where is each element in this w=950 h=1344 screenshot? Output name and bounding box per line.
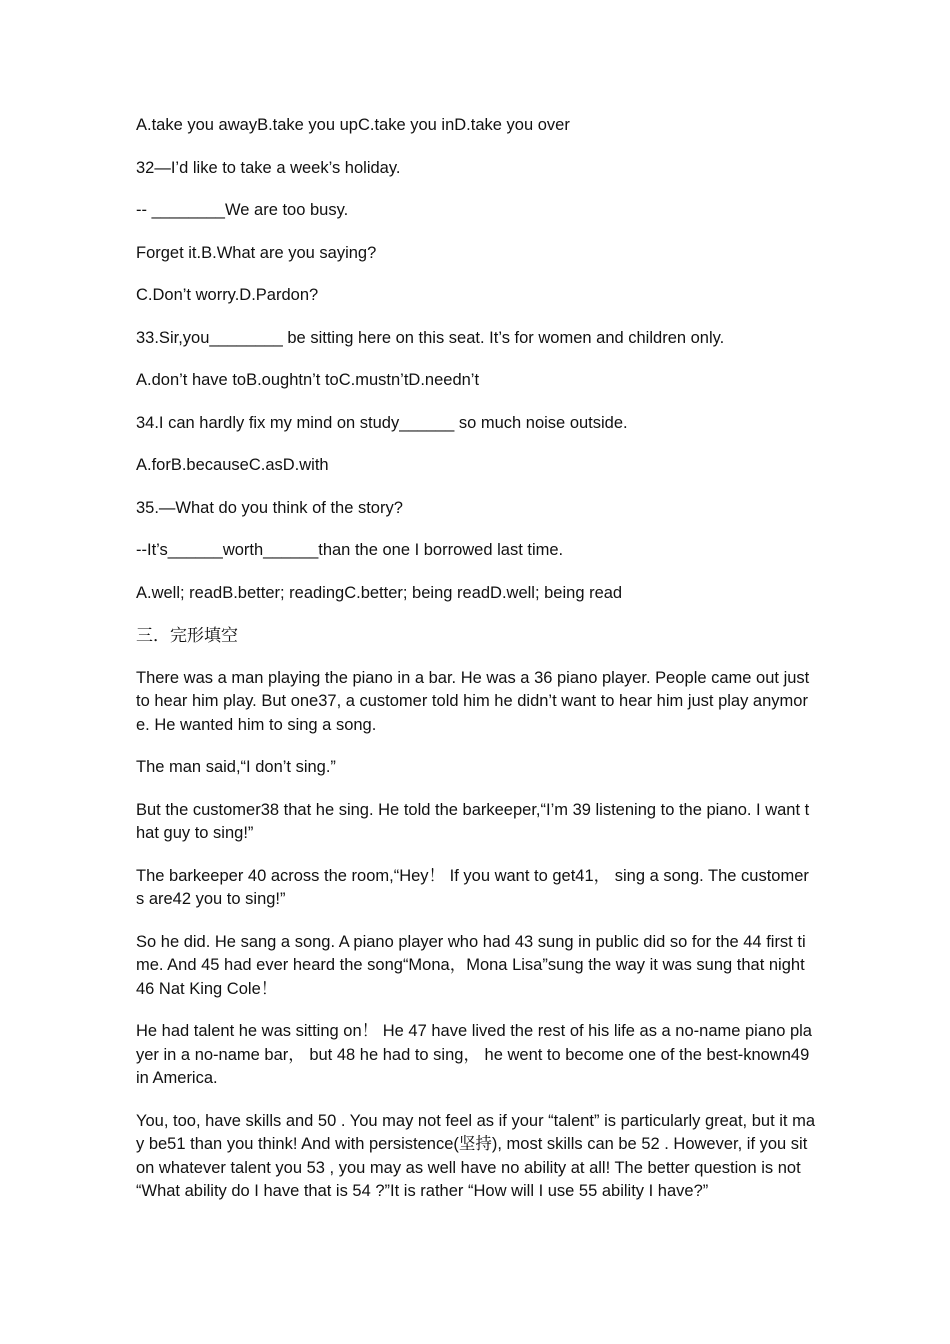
dialogue-line: --It’s______worth______than the one I borrowed last time. xyxy=(136,541,564,559)
question-33: 33.Sir,you________ be sitting here on this seat. It’s for women and children only. xyxy=(136,328,725,347)
passage-paragraph: There was a man playing the piano in a bar. He was a 36 piano player. People came out just to hear him play. But one37, a customer told him he didn’t want to hear him just play anymore. He wanted him to sing a song. xyxy=(136,668,814,734)
option-line: C.Don’t worry.D.Pardon? xyxy=(136,286,319,304)
passage-paragraph: But the customer38 that he sing. He told the barkeeper,“I’m 39 listening to the piano. I want that guy to sing!” xyxy=(136,800,810,842)
option-line: A.don’t have toB.oughtn’t toC.mustn’tD.needn’t xyxy=(136,371,480,389)
option-line: A.take you awayB.take you upC.take you inD.take you over xyxy=(136,116,570,134)
question-34: 34.I can hardly fix my mind on study______ so much noise outside. xyxy=(136,413,628,432)
passage-paragraph: You, too, have skills and 50 . You may not feel as if your “talent” is particularly great, but it may be51 than you think! And with persistence(坚持), most skills can be 52 . However, if you sit on whatever talent you 53 , you may as well have no ability at all! The better question is not “What ability do I have that is 54 ?”It is rather “How will I use 55 ability I have?” xyxy=(136,1111,816,1200)
passage-paragraph: The man said,“I don’t sing.” xyxy=(136,758,336,776)
passage-paragraph: The barkeeper 40 across the room,“Hey！ If you want to get41， sing a song. The customers are42 you to sing!” xyxy=(136,866,809,908)
passage-paragraph: He had talent he was sitting on！ He 47 have lived the rest of his life as a no-name piano player in a no-name bar， but 48 he had to sing， he went to become one of the best-known49 in America. xyxy=(136,1022,814,1087)
dialogue-line: -- ________We are too busy. xyxy=(136,201,349,219)
question-35: 35.—What do you think of the story? xyxy=(136,498,403,517)
passage-paragraph: So he did. He sang a song. A piano player who had 43 sung in public did so for the 44 first time. And 45 had ever heard the song“Mona，Mona Lisa”sung the way it was sung that night 46 Nat King Cole！ xyxy=(136,932,810,998)
option-line: A.forB.becauseC.asD.with xyxy=(136,456,329,474)
section-heading: 三．完形填空 xyxy=(136,626,238,645)
option-line: Forget it.B.What are you saying? xyxy=(136,243,377,262)
question-32: 32—I’d like to take a week’s holiday. xyxy=(136,158,401,177)
option-line: A.well; readB.better; readingC.better; being readD.well; being read xyxy=(136,583,623,602)
